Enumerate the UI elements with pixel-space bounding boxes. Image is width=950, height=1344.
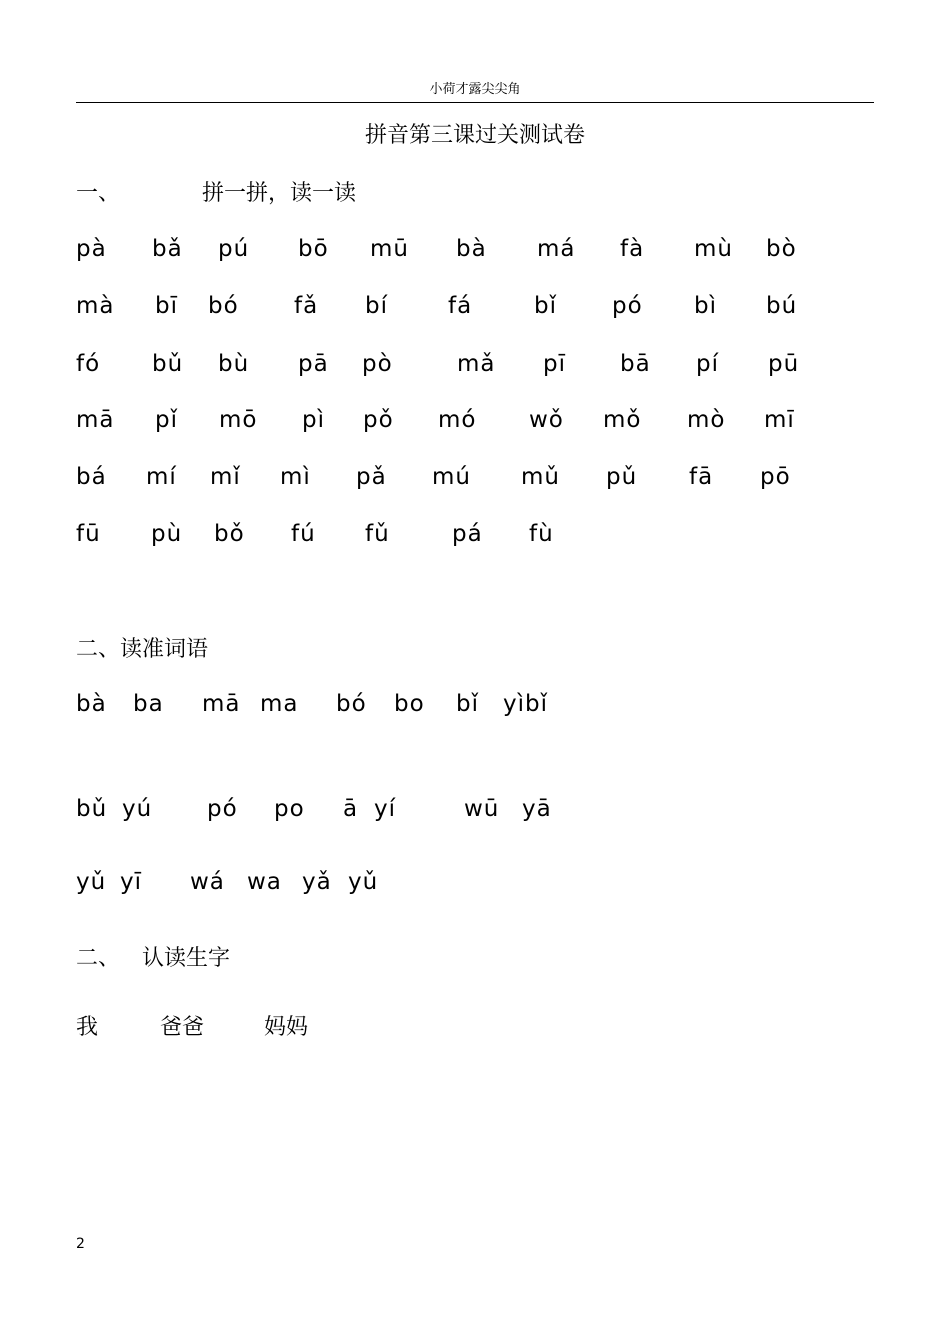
word-syllable: bǔ [76, 796, 108, 822]
pinyin-syllable: mū [370, 236, 409, 262]
pinyin-syllable: pó [612, 293, 643, 319]
pinyin-syllable: bī [155, 293, 178, 319]
pinyin-syllable: pī [543, 351, 566, 377]
section-3-heading [76, 941, 230, 972]
pinyin-syllable: pō [760, 464, 791, 490]
section-3-number: 二、 [76, 946, 121, 971]
pinyin-syllable: mā [76, 407, 115, 433]
word-row-3 [76, 869, 876, 899]
word-syllable: yú [122, 796, 153, 822]
word-syllable: po [274, 796, 305, 822]
pinyin-syllable: pǔ [606, 464, 638, 490]
pinyin-syllable: fǔ [365, 521, 390, 547]
word-syllable: yǎ [302, 869, 332, 895]
character-item: 爸爸 [160, 1015, 205, 1040]
pinyin-syllable: mǒ [603, 407, 642, 433]
pinyin-syllable: pà [76, 236, 107, 262]
word-row-1 [76, 691, 876, 721]
pinyin-syllable: mú [432, 464, 471, 490]
pinyin-syllable: bǔ [152, 351, 184, 377]
pinyin-syllable: bì [694, 293, 717, 319]
word-syllable: yā [522, 796, 552, 822]
word-syllable: pó [207, 796, 238, 822]
pinyin-syllable: fù [529, 521, 554, 547]
page-number: 2 [76, 1236, 85, 1252]
pinyin-syllable: mó [438, 407, 477, 433]
header-rule [76, 102, 874, 103]
section-2-heading: 二、读准词语 [76, 637, 209, 662]
character-item: 妈妈 [264, 1015, 309, 1040]
pinyin-syllable: pò [362, 351, 393, 377]
pinyin-syllable: fó [76, 351, 101, 377]
pinyin-syllable: bà [456, 236, 487, 262]
pinyin-syllable: mǐ [210, 464, 241, 490]
word-syllable: wū [464, 796, 500, 822]
pinyin-syllable: mà [76, 293, 115, 319]
pinyin-syllable: mǎ [457, 351, 496, 377]
pinyin-syllable: bí [365, 293, 388, 319]
pinyin-syllable: fá [448, 293, 473, 319]
pinyin-syllable: wǒ [529, 407, 564, 433]
word-syllable: ma [260, 691, 299, 717]
pinyin-syllable: pū [768, 351, 800, 377]
word-syllable: bǐ [456, 691, 479, 717]
word-syllable: mā [202, 691, 241, 717]
pinyin-row-2 [76, 293, 876, 323]
pinyin-syllable: mō [219, 407, 258, 433]
pinyin-syllable: pǐ [155, 407, 178, 433]
pinyin-row-5 [76, 464, 876, 494]
pinyin-syllable: pì [302, 407, 325, 433]
pinyin-row-4 [76, 407, 876, 437]
word-syllable: yìbǐ [503, 691, 548, 717]
word-syllable: bó [336, 691, 367, 717]
pinyin-syllable: mǔ [521, 464, 560, 490]
pinyin-syllable: bò [766, 236, 797, 262]
word-syllable: bo [394, 691, 425, 717]
pinyin-syllable: bō [298, 236, 329, 262]
pinyin-row-1 [76, 236, 876, 266]
pinyin-row-3 [76, 351, 876, 381]
pinyin-syllable: mù [694, 236, 733, 262]
word-syllable: wá [190, 869, 225, 895]
section-1-label: 拼一拼，读一读 [202, 181, 357, 206]
pinyin-syllable: fǎ [294, 293, 319, 319]
pinyin-syllable: mì [280, 464, 311, 490]
pinyin-syllable: bǒ [214, 521, 245, 547]
pinyin-syllable: mí [146, 464, 177, 490]
section-1-heading [76, 176, 356, 207]
pinyin-syllable: pā [298, 351, 329, 377]
pinyin-syllable: mī [764, 407, 795, 433]
word-row-2 [76, 796, 876, 826]
pinyin-syllable: pí [696, 351, 719, 377]
pinyin-syllable: bǐ [534, 293, 557, 319]
pinyin-syllable: fū [76, 521, 101, 547]
pinyin-syllable: pǎ [356, 464, 387, 490]
pinyin-syllable: bā [620, 351, 651, 377]
word-syllable: wa [247, 869, 282, 895]
pinyin-syllable: bú [766, 293, 798, 319]
pinyin-syllable: mò [687, 407, 726, 433]
pinyin-syllable: pú [218, 236, 250, 262]
pinyin-syllable: bá [76, 464, 107, 490]
pinyin-syllable: má [537, 236, 576, 262]
pinyin-syllable: fà [620, 236, 645, 262]
word-syllable: ā [343, 796, 359, 822]
section-1-number: 一、 [76, 181, 121, 206]
word-syllable: ba [133, 691, 164, 717]
pinyin-syllable: fā [689, 464, 714, 490]
pinyin-row-6 [76, 521, 876, 551]
pinyin-syllable: bó [208, 293, 239, 319]
pinyin-syllable: bǎ [152, 236, 183, 262]
pinyin-syllable: bù [218, 351, 250, 377]
page-header: 小荷才露尖尖角 [429, 82, 521, 97]
word-syllable: yǔ [76, 869, 107, 895]
word-syllable: yī [120, 869, 143, 895]
section-3-label: 认读生字 [142, 946, 231, 971]
page-title: 拼音第三课过关测试卷 [364, 123, 585, 148]
word-syllable: yí [374, 796, 397, 822]
word-syllable: yǔ [348, 869, 379, 895]
pinyin-syllable: pá [452, 521, 483, 547]
character-item: 我 [76, 1015, 99, 1040]
pinyin-syllable: fú [291, 521, 316, 547]
pinyin-syllable: pù [151, 521, 183, 547]
character-list [76, 1010, 676, 1042]
word-syllable: bà [76, 691, 107, 717]
pinyin-syllable: pǒ [363, 407, 394, 433]
